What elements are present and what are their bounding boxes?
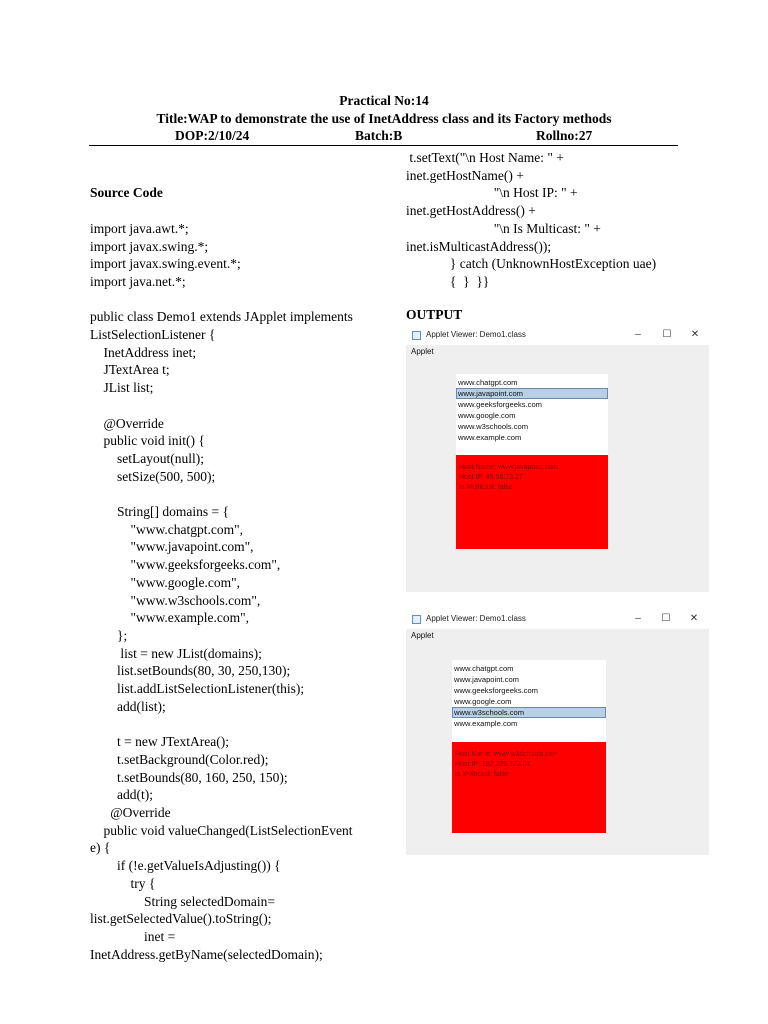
applet-menu[interactable]: Applet bbox=[411, 347, 434, 356]
practical-title: Title:WAP to demonstrate the use of InetAddress class and its Factory methods bbox=[156, 111, 612, 126]
code-line: add(t); bbox=[90, 787, 153, 803]
code-line: t.setText("\n Host Name: " + bbox=[406, 150, 564, 165]
code-line: try { bbox=[90, 875, 156, 891]
code-line: ListSelectionListener { bbox=[90, 327, 216, 343]
code-line: t.setBounds(80, 160, 250, 150); bbox=[90, 769, 288, 785]
domain-list-item[interactable]: www.chatgpt.com bbox=[454, 664, 514, 673]
source-code-heading: Source Code bbox=[90, 185, 163, 201]
code-line: setLayout(null); bbox=[90, 450, 204, 466]
code-line: "\n Is Multicast: " + bbox=[406, 220, 601, 236]
code-line: String[] domains = { bbox=[90, 504, 229, 520]
code-line: public void init() { bbox=[90, 433, 205, 449]
code-line: { } }} bbox=[406, 273, 490, 289]
code-line: "www.javapoint.com", bbox=[90, 539, 254, 555]
result-text-line: Host Name: www.javapoint.com bbox=[459, 464, 558, 471]
minimize-icon[interactable]: – bbox=[635, 329, 641, 340]
domain-list-item[interactable]: www.example.com bbox=[458, 433, 522, 442]
code-line: "www.google.com", bbox=[90, 574, 241, 590]
code-line: import javax.swing.*; bbox=[90, 238, 209, 254]
result-text-area[interactable] bbox=[452, 742, 606, 833]
code-line: import java.net.*; bbox=[90, 273, 186, 289]
code-line: inet = bbox=[90, 928, 176, 944]
applet-window-2 bbox=[406, 610, 709, 855]
code-line: list.addListSelectionListener(this); bbox=[90, 681, 305, 697]
domain-list-item[interactable]: www.chatgpt.com bbox=[458, 378, 518, 387]
domain-list[interactable] bbox=[456, 374, 608, 455]
domain-list-item[interactable]: www.javapoint.com bbox=[456, 388, 608, 399]
domain-list[interactable] bbox=[452, 660, 606, 742]
code-line: "\n Host IP: " + bbox=[406, 185, 578, 201]
code-line: InetAddress.getByName(selectedDomain); bbox=[90, 946, 323, 962]
code-line: } catch (UnknownHostException uae) bbox=[406, 256, 657, 272]
output-heading: OUTPUT bbox=[406, 307, 463, 322]
code-line: "www.example.com", bbox=[90, 610, 249, 626]
dop: DOP:2/10/24 bbox=[175, 128, 250, 143]
code-line: JTextArea t; bbox=[90, 362, 170, 378]
code-line: @Override bbox=[90, 415, 164, 431]
maximize-icon[interactable]: ☐ bbox=[662, 329, 672, 340]
source-code-right bbox=[406, 149, 656, 291]
result-text-line: Host IP: 192.229.173.07 bbox=[455, 761, 531, 768]
code-line bbox=[90, 291, 353, 309]
code-line: if (!e.getValueIsAdjusting()) { bbox=[90, 858, 281, 874]
code-line: list.setBounds(80, 30, 250,130); bbox=[90, 663, 291, 679]
code-line: JList list; bbox=[90, 380, 154, 396]
code-line: import javax.swing.event.*; bbox=[90, 256, 241, 272]
code-line: e) { bbox=[90, 840, 111, 856]
code-line bbox=[90, 397, 353, 415]
window-title: Applet Viewer: Demo1.class bbox=[426, 330, 526, 339]
code-line bbox=[90, 716, 353, 734]
batch: Batch:B bbox=[355, 128, 403, 143]
code-line: "www.geeksforgeeks.com", bbox=[90, 557, 281, 573]
code-line: "www.chatgpt.com", bbox=[90, 521, 243, 537]
code-line: t = new JTextArea(); bbox=[90, 734, 230, 750]
code-line: "www.w3schools.com", bbox=[90, 592, 261, 608]
code-line: InetAddress inet; bbox=[90, 344, 197, 360]
java-app-icon bbox=[412, 615, 421, 624]
window-title: Applet Viewer: Demo1.class bbox=[426, 614, 526, 623]
domain-list-item[interactable]: www.geeksforgeeks.com bbox=[458, 400, 542, 409]
result-text-line: Is Multicast: false bbox=[455, 771, 509, 778]
domain-list-item[interactable]: www.w3schools.com bbox=[458, 422, 529, 431]
code-line: add(list); bbox=[90, 698, 166, 714]
code-line: import java.awt.*; bbox=[90, 220, 189, 236]
header-divider bbox=[89, 145, 678, 146]
result-text-line: Host Name: www.w3schools.com bbox=[455, 751, 559, 758]
domain-list-item[interactable]: www.google.com bbox=[454, 697, 512, 706]
code-line: list.getSelectedValue().toString(); bbox=[90, 911, 272, 927]
domain-list-item[interactable]: www.geeksforgeeks.com bbox=[454, 686, 538, 695]
code-line: @Override bbox=[90, 805, 171, 821]
rollno: Rollno:27 bbox=[536, 128, 593, 143]
java-app-icon bbox=[412, 331, 421, 340]
code-line: }; bbox=[90, 627, 128, 643]
practical-number: Practical No:14 bbox=[339, 93, 429, 108]
domain-list-item[interactable]: www.javapoint.com bbox=[454, 675, 519, 684]
close-icon[interactable]: ✕ bbox=[689, 613, 699, 624]
minimize-icon[interactable]: – bbox=[635, 613, 641, 624]
source-code-left bbox=[90, 149, 353, 963]
code-line: String selectedDomain= bbox=[90, 893, 275, 909]
applet-window-1 bbox=[406, 326, 709, 592]
domain-list-item[interactable]: www.w3schools.com bbox=[452, 707, 606, 718]
code-line: setSize(500, 500); bbox=[90, 468, 216, 484]
window-title-bar bbox=[406, 326, 709, 345]
code-line: inet.isMulticastAddress()); bbox=[406, 238, 552, 254]
maximize-icon[interactable]: ☐ bbox=[661, 613, 671, 624]
code-line: inet.getHostAddress() + bbox=[406, 203, 536, 219]
code-line: public class Demo1 extends JApplet implements bbox=[90, 309, 353, 325]
code-line: list = new JList(domains); bbox=[90, 645, 262, 661]
code-line bbox=[90, 485, 353, 503]
applet-menu[interactable]: Applet bbox=[411, 631, 434, 640]
result-text-line: Host IP: 45.56.73.27 bbox=[459, 474, 523, 481]
code-line: public void valueChanged(ListSelectionEvent bbox=[90, 822, 353, 838]
window-title-bar bbox=[406, 610, 709, 629]
close-icon[interactable]: ✕ bbox=[690, 329, 700, 340]
result-text-area[interactable] bbox=[456, 455, 608, 549]
result-text-line: Is Multicast: false bbox=[459, 484, 513, 491]
domain-list-item[interactable]: www.example.com bbox=[454, 719, 518, 728]
domain-list-item[interactable]: www.google.com bbox=[458, 411, 516, 420]
code-line: inet.getHostName() + bbox=[406, 167, 524, 183]
code-line: t.setBackground(Color.red); bbox=[90, 751, 269, 767]
